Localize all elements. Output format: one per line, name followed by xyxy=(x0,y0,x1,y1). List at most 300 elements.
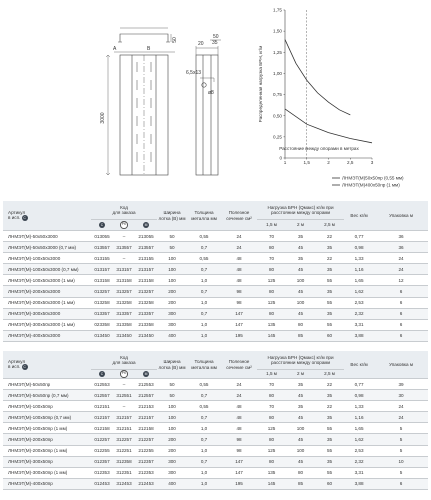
table-cell: 35 xyxy=(286,379,315,390)
table-cell: 195 xyxy=(221,478,257,489)
table-cell: 213055 xyxy=(135,231,157,242)
table-cell: 200 xyxy=(157,445,187,456)
table-cell: 45 xyxy=(286,412,315,423)
table-cell: 100 xyxy=(157,264,187,275)
table-row xyxy=(3,390,428,401)
table-cell: 98 xyxy=(221,445,257,456)
table-cell: 400 xyxy=(157,330,187,341)
table-cell: 013055 xyxy=(91,231,113,242)
table-cell: 0,55 xyxy=(187,379,221,390)
col-code-pk: PK xyxy=(113,370,135,379)
col-load: Нагрузка БРН (Qмакс) кг/м при расстоянии между опорами xyxy=(257,201,344,220)
x-tick-label: 2,5 xyxy=(347,160,354,165)
table-cell: 35 xyxy=(315,264,344,275)
table-cell: 0,7 xyxy=(187,390,221,401)
row-article: ЛНМЭТ(М)-50x50пр xyxy=(3,379,91,390)
table-cell: 135 xyxy=(257,319,286,330)
table-cell: 80 xyxy=(257,456,286,467)
y-tick-label: 0 xyxy=(279,155,282,161)
table-cell: 70 xyxy=(257,231,286,242)
table-cell: 313357 xyxy=(113,308,135,319)
series-line-0 xyxy=(285,40,350,115)
table-cell: 200 xyxy=(157,297,187,308)
table-cell: 22 xyxy=(315,231,344,242)
table-cell: 6 xyxy=(374,286,428,297)
table-cell: 212353 xyxy=(135,467,157,478)
table-cell: 5 xyxy=(374,467,428,478)
table-cell: 312257 xyxy=(113,434,135,445)
table-cell: 100 xyxy=(157,423,187,434)
table-cell: 300 xyxy=(157,308,187,319)
table-cell: 0,55 xyxy=(187,401,221,412)
col-load-25: 2,5 м xyxy=(315,220,344,231)
table-cell: 212357 xyxy=(135,456,157,467)
table-cell: 125 xyxy=(257,445,286,456)
row-article: ЛНМЭТ(М)-300x50пр xyxy=(3,456,91,467)
col-section: Полезное сечение см² xyxy=(221,351,257,379)
table-cell: 313557 xyxy=(113,242,135,253)
table-cell: 6 xyxy=(374,297,428,308)
col-code: Код для заказа xyxy=(91,351,157,370)
table-cell: 80 xyxy=(257,286,286,297)
table-cell: 313258 xyxy=(113,297,135,308)
table-cell: 013450 xyxy=(91,330,113,341)
col-code-c: C xyxy=(91,370,113,379)
table-cell: 1,33 xyxy=(344,253,374,264)
table-cell: 50 xyxy=(157,242,187,253)
table-cell: 98 xyxy=(221,286,257,297)
table-cell: 0,7 xyxy=(187,286,221,297)
table-cell: 30 xyxy=(374,390,428,401)
table-cell: 35 xyxy=(315,434,344,445)
table-cell: 6 xyxy=(374,330,428,341)
table-cell: 300 xyxy=(157,319,187,330)
badge-c: C xyxy=(23,216,26,221)
table-cell: 012257 xyxy=(91,434,113,445)
table-cell: 80 xyxy=(257,242,286,253)
table-row xyxy=(3,319,428,330)
table-cell: 1,16 xyxy=(344,264,374,275)
x-tick-label: 2 xyxy=(327,160,330,165)
y-tick-label: 1,50 xyxy=(273,28,282,34)
table-cell: 85 xyxy=(286,478,315,489)
col-weight: Вес кг/м xyxy=(344,351,374,379)
row-article: ЛНМЭТ(М)-400x50пр xyxy=(3,478,91,489)
table-cell: 145 xyxy=(257,478,286,489)
table-cell: 50 xyxy=(157,231,187,242)
table-cell: 1,0 xyxy=(187,478,221,489)
table-cell: 3,88 xyxy=(344,330,374,341)
table-cell: 300 xyxy=(157,467,187,478)
table-cell: 24 xyxy=(221,390,257,401)
label-b: B xyxy=(147,46,151,52)
y-tick-label: 0,75 xyxy=(273,92,282,98)
table-cell: 213258 xyxy=(135,297,157,308)
table-cell: 1,33 xyxy=(344,401,374,412)
table-cell: 312453 xyxy=(113,478,135,489)
table-cell: 212257 xyxy=(135,434,157,445)
table-cell: 012553 xyxy=(91,379,113,390)
table-cell: 3,31 xyxy=(344,467,374,478)
table-cell: 100 xyxy=(286,445,315,456)
legend-label: ЛНМЭТ(М)400x50пр (1 мм) xyxy=(342,182,400,188)
table-cell: 100 xyxy=(286,275,315,286)
table-row xyxy=(3,330,428,341)
table-cell: 60 xyxy=(315,478,344,489)
table-cell: 313358 xyxy=(113,319,135,330)
table-cell: – xyxy=(113,231,135,242)
row-article: ЛНМЭТ(М)-50x50x3000 (0,7 мм) xyxy=(3,242,91,253)
table-cell: 3,31 xyxy=(344,319,374,330)
table-cell: 1,0 xyxy=(187,319,221,330)
table-cell: 80 xyxy=(257,264,286,275)
table-cell: 55 xyxy=(315,423,344,434)
dim-top-50: 50 xyxy=(172,37,178,43)
table-cell: 55 xyxy=(315,467,344,478)
table-row xyxy=(3,297,428,308)
table-cell: 39 xyxy=(374,379,428,390)
table-cell: 212158 xyxy=(135,423,157,434)
row-article: ЛНМЭТ(М)-300x50x3000 (1 мм) xyxy=(3,319,91,330)
col-load-2: 2 м xyxy=(286,370,315,379)
table-cell: 313450 xyxy=(113,330,135,341)
table-cell: 213357 xyxy=(135,308,157,319)
table-cell: 013158 xyxy=(91,275,113,286)
y-tick-label: 1,25 xyxy=(273,49,282,55)
row-article: ЛНМЭТ(М)-50x50пр (0,7 мм) xyxy=(3,390,91,401)
y-axis-label: Распределенная нагрузка БРН, кг/м xyxy=(258,45,263,123)
table-row xyxy=(3,478,428,489)
col-code-m: M xyxy=(135,370,157,379)
table-cell: 36 xyxy=(374,242,428,253)
x-tick-label: 1 xyxy=(283,160,287,165)
table-cell: 100 xyxy=(286,423,315,434)
table-cell: 213358 xyxy=(135,319,157,330)
table-cell: 48 xyxy=(221,264,257,275)
col-code-c: C xyxy=(91,220,113,231)
product-figure xyxy=(0,0,431,200)
table-row xyxy=(3,456,428,467)
table-cell: 312551 xyxy=(113,390,135,401)
load-chart xyxy=(258,8,404,188)
table-cell: 313157 xyxy=(113,264,135,275)
table-cell: 400 xyxy=(157,478,187,489)
table-cell: 135 xyxy=(257,467,286,478)
table-cell: 125 xyxy=(257,297,286,308)
col-thickness: Толщина металла мм xyxy=(187,351,221,379)
table-cell: 013557 xyxy=(91,242,113,253)
col-code: Код для заказа xyxy=(91,201,157,220)
table-cell: 24 xyxy=(221,242,257,253)
table-cell: 2,53 xyxy=(344,445,374,456)
table-cell: 80 xyxy=(286,319,315,330)
badge-c: C xyxy=(23,365,26,370)
table-cell: 0,7 xyxy=(187,264,221,275)
table-cell: 48 xyxy=(221,253,257,264)
table-cell: 212557 xyxy=(135,390,157,401)
table-cell: 55 xyxy=(315,445,344,456)
table-cell: 70 xyxy=(257,253,286,264)
table-cell: 012157 xyxy=(91,412,113,423)
table-cell: 1,16 xyxy=(344,412,374,423)
table-cell: 80 xyxy=(257,412,286,423)
row-article: ЛНМЭТ(М)-300x50пр (1 мм) xyxy=(3,467,91,478)
label-a: A xyxy=(113,46,117,52)
series-line-1 xyxy=(285,109,372,143)
dim-slot: 6,5x13 xyxy=(186,70,202,76)
table-cell: 100 xyxy=(157,401,187,412)
table-cell: 012357 xyxy=(91,456,113,467)
table-cell: 80 xyxy=(257,434,286,445)
table-cell: 0,7 xyxy=(187,412,221,423)
table-cell: 200 xyxy=(157,434,187,445)
table-cell: 45 xyxy=(286,434,315,445)
table-cell: 48 xyxy=(221,275,257,286)
row-article: ЛНМЭТ(М)-50x50x3000 xyxy=(3,231,91,242)
table-cell: 55 xyxy=(315,275,344,286)
table-cell: 100 xyxy=(157,253,187,264)
table-cell: 125 xyxy=(257,423,286,434)
table-cell: 22 xyxy=(315,379,344,390)
table-cell: 6 xyxy=(374,319,428,330)
table-row xyxy=(3,467,428,478)
table-pr xyxy=(3,351,428,490)
col-pack: Упаковка м xyxy=(374,351,428,379)
table-cell: 0,77 xyxy=(344,379,374,390)
table-row xyxy=(3,275,428,286)
table-cell: 100 xyxy=(157,275,187,286)
table-cell: 147 xyxy=(221,467,257,478)
table-cell: 45 xyxy=(286,456,315,467)
table-cell: 0,7 xyxy=(187,456,221,467)
table-cell: 312358 xyxy=(113,456,135,467)
table-cell: 212157 xyxy=(135,412,157,423)
table-cell: 013155 xyxy=(91,253,113,264)
table-cell: 10 xyxy=(374,456,428,467)
y-tick-label: 0,50 xyxy=(273,113,282,119)
table-cell: 35 xyxy=(315,390,344,401)
table-cell: 013257 xyxy=(91,286,113,297)
table-cell: 313257 xyxy=(113,286,135,297)
col-load-25: 2,5 м xyxy=(315,370,344,379)
table-cell: 213158 xyxy=(135,275,157,286)
col-weight: Вес кг/м xyxy=(344,201,374,231)
table-cell: 1,0 xyxy=(187,445,221,456)
table-cell: 213257 xyxy=(135,286,157,297)
table-cell: 012255 xyxy=(91,445,113,456)
table-cell: 12 xyxy=(374,275,428,286)
table-cell: 45 xyxy=(286,390,315,401)
table-cell: 312157 xyxy=(113,412,135,423)
table-cell: 0,7 xyxy=(187,242,221,253)
table-cell: 213557 xyxy=(135,242,157,253)
table-cell: 1,62 xyxy=(344,286,374,297)
table-cell: 312151 xyxy=(113,423,135,434)
table-cell: 013258 xyxy=(91,297,113,308)
table-cell: 100 xyxy=(157,412,187,423)
dim-top-20: 20 xyxy=(198,41,204,47)
technical-drawing xyxy=(106,28,221,175)
table-cell: 0,55 xyxy=(187,231,221,242)
dim-35: 35 xyxy=(212,40,218,46)
row-article: ЛНМЭТ(М)-100x50x3000 (1 мм) xyxy=(3,275,91,286)
table-cell: 6 xyxy=(374,308,428,319)
table-row xyxy=(3,308,428,319)
table-cell: 50 xyxy=(157,390,187,401)
table-cell: 012151 xyxy=(91,401,113,412)
table-cell: 35 xyxy=(286,401,315,412)
table-cell: 35 xyxy=(315,456,344,467)
col-width: Ширина лотка (B) мм xyxy=(157,351,187,379)
table-cell: 45 xyxy=(286,286,315,297)
table-cell: 012158 xyxy=(91,423,113,434)
col-code-pk: PK xyxy=(113,220,135,231)
table-cell: 212153 xyxy=(135,401,157,412)
col-width: Ширина лотка (B) мм xyxy=(157,201,187,231)
col-load-2: 2 м xyxy=(286,220,315,231)
table-cell: 60 xyxy=(315,330,344,341)
table-row xyxy=(3,231,428,242)
table-cell: 1,65 xyxy=(344,423,374,434)
table-cell: 45 xyxy=(286,308,315,319)
table-cell: 48 xyxy=(221,412,257,423)
table-cell: 013157 xyxy=(91,264,113,275)
row-article: ЛНМЭТ(М)-300x50x3000 xyxy=(3,308,91,319)
legend-label: ЛНМЭТ(М)50x50пр (0,55 мм) xyxy=(342,175,404,181)
table-cell: 312351 xyxy=(113,467,135,478)
table-cell: 70 xyxy=(257,401,286,412)
y-tick-label: 1,00 xyxy=(273,71,282,77)
table-cell: 1,62 xyxy=(344,434,374,445)
chart-legend xyxy=(332,176,404,188)
table-cell: 55 xyxy=(315,319,344,330)
table-cell: 313158 xyxy=(113,275,135,286)
table-row xyxy=(3,401,428,412)
table-cell: 145 xyxy=(257,330,286,341)
table-cell: 98 xyxy=(221,434,257,445)
table-cell: 50 xyxy=(157,379,187,390)
dim-side-50: 50 xyxy=(213,34,219,40)
table-row xyxy=(3,379,428,390)
x-tick-label: 1,5 xyxy=(303,160,310,165)
table-row xyxy=(3,264,428,275)
row-article: ЛНМЭТ(М)-100x50пр (0,7 мм) xyxy=(3,412,91,423)
row-article: ЛНМЭТ(М)-100x50пр xyxy=(3,401,91,412)
y-tick-label: 1,75 xyxy=(273,7,282,13)
table-cell: 0,98 xyxy=(344,242,374,253)
table-cell: 35 xyxy=(315,412,344,423)
col-load-15: 1,5 м xyxy=(257,370,286,379)
table-cell: 55 xyxy=(315,297,344,308)
table-cell: 5 xyxy=(374,434,428,445)
table-row xyxy=(3,423,428,434)
table-cell: 147 xyxy=(221,456,257,467)
x-axis-label: Расстояние между опорами в метрах xyxy=(279,146,359,151)
table-row xyxy=(3,253,428,264)
y-tick-label: 0,25 xyxy=(273,134,282,140)
table-cell: – xyxy=(113,253,135,264)
table-cell: 212255 xyxy=(135,445,157,456)
col-thickness: Толщина металла мм xyxy=(187,201,221,231)
row-article: ЛНМЭТ(М)-100x50пр (1 мм) xyxy=(3,423,91,434)
table-cell: 212553 xyxy=(135,379,157,390)
col-load-15: 1,5 м xyxy=(257,220,286,231)
table-row xyxy=(3,434,428,445)
table-cell: 0,55 xyxy=(187,253,221,264)
x-tick-label: 3 xyxy=(370,160,374,165)
table-cell: 012353 xyxy=(91,467,113,478)
col-article: Артикул в исп. C xyxy=(3,351,91,379)
table-cell: 1,0 xyxy=(187,275,221,286)
table-row xyxy=(3,445,428,456)
table-cell: 22 xyxy=(315,253,344,264)
table-cell: 24 xyxy=(374,401,428,412)
row-article: ЛНМЭТ(М)-200x50x3000 xyxy=(3,286,91,297)
table-cell: 45 xyxy=(286,242,315,253)
table-cell: 2,32 xyxy=(344,308,374,319)
table-cell: 213155 xyxy=(135,253,157,264)
col-code-m: M xyxy=(135,220,157,231)
table-cell: 0,77 xyxy=(344,231,374,242)
table-cell: 48 xyxy=(221,401,257,412)
table-cell: 24 xyxy=(374,253,428,264)
table-cell: 300 xyxy=(157,456,187,467)
table-cell: 70 xyxy=(257,379,286,390)
col-article: Артикул в исп. C xyxy=(3,201,91,231)
table-cell: 212453 xyxy=(135,478,157,489)
table-cell: 0,7 xyxy=(187,434,221,445)
table-cell: 5 xyxy=(374,445,428,456)
table-cell: 1,0 xyxy=(187,330,221,341)
table-cell: 35 xyxy=(286,253,315,264)
table-cell: 1,65 xyxy=(344,275,374,286)
table-cell: 35 xyxy=(315,286,344,297)
table-cell: 45 xyxy=(286,264,315,275)
table-cell: 35 xyxy=(286,231,315,242)
table-cell: 35 xyxy=(315,242,344,253)
table-cell: 012557 xyxy=(91,390,113,401)
table-cell: – xyxy=(113,379,135,390)
table-cell: 100 xyxy=(286,297,315,308)
table-cell: 80 xyxy=(257,308,286,319)
table-cell: 012453 xyxy=(91,478,113,489)
table-cell: 2,32 xyxy=(344,456,374,467)
table-cell: 35 xyxy=(315,308,344,319)
table-row xyxy=(3,286,428,297)
col-pack: Упаковка м xyxy=(374,201,428,231)
col-load: Нагрузка БРН (Qмакс) кг/м при расстоянии между опорами xyxy=(257,351,344,370)
table-cell: 2,53 xyxy=(344,297,374,308)
row-article: ЛНМЭТ(М)-400x50x3000 xyxy=(3,330,91,341)
table-cell: 1,0 xyxy=(187,297,221,308)
table-cell: 195 xyxy=(221,330,257,341)
table-cell: 312251 xyxy=(113,445,135,456)
row-article: ЛНМЭТ(М)-200x50x3000 (1 мм) xyxy=(3,297,91,308)
table-cell: 1,0 xyxy=(187,467,221,478)
table-cell: 0,98 xyxy=(344,390,374,401)
table-cell: 98 xyxy=(221,297,257,308)
table-cell: 0,7 xyxy=(187,308,221,319)
table-cell: 5 xyxy=(374,423,428,434)
table-cell: 1,0 xyxy=(187,423,221,434)
table-cell: 48 xyxy=(221,423,257,434)
row-article: ЛНМЭТ(М)-100x50x3000 xyxy=(3,253,91,264)
dim-hole: ø8 xyxy=(208,90,214,96)
table-cell: 85 xyxy=(286,330,315,341)
row-article: ЛНМЭТ(М)-200x50пр xyxy=(3,434,91,445)
table-cell: 24 xyxy=(374,412,428,423)
col-section: Полезное сечение см² xyxy=(221,201,257,231)
